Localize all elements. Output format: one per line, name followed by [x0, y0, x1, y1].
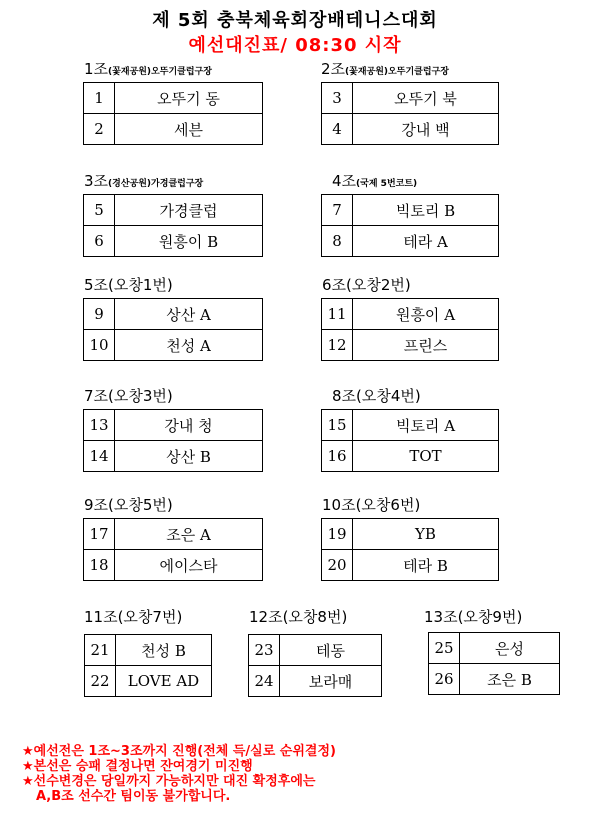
notes	[22, 744, 336, 804]
table-row	[322, 83, 499, 114]
group-label-9: 9조(오창5번)	[84, 496, 173, 514]
table-row	[84, 83, 263, 114]
table-row	[322, 519, 499, 550]
group-table-8	[321, 409, 499, 472]
team-number: 19	[322, 519, 353, 550]
table-row	[84, 550, 263, 581]
group-table-13	[428, 632, 560, 695]
team-number: 21	[85, 635, 116, 666]
table-row	[84, 410, 263, 441]
group-table-10	[321, 518, 499, 581]
team-name: 강내 청	[115, 410, 263, 441]
group-label-6: 6조(오창2번)	[322, 276, 411, 294]
team-name: 원흥이 B	[115, 226, 263, 257]
team-number: 6	[84, 226, 115, 257]
group-label-10: 10조(오창6번)	[322, 496, 421, 514]
note-line: ★선수변경은 당일까지 가능하지만 대진 확정후에는	[22, 774, 316, 789]
table-row	[85, 635, 212, 666]
group-label-7: 7조(오창3번)	[84, 387, 173, 405]
table-row	[249, 635, 382, 666]
team-name: 세븐	[115, 114, 263, 145]
team-number: 5	[84, 195, 115, 226]
team-name: 은성	[460, 633, 560, 664]
table-row	[322, 330, 499, 361]
team-name: 강내 백	[353, 114, 499, 145]
team-number: 26	[429, 664, 460, 695]
table-row	[429, 633, 560, 664]
team-number: 17	[84, 519, 115, 550]
group-table-9	[83, 518, 263, 581]
team-name: 상산 B	[115, 441, 263, 472]
team-name: 천성 A	[115, 330, 263, 361]
team-name: 조은 A	[115, 519, 263, 550]
team-name: 가경클럽	[115, 195, 263, 226]
team-name: 빅토리 A	[353, 410, 499, 441]
team-number: 20	[322, 550, 353, 581]
team-number: 9	[84, 299, 115, 330]
team-name: 보라매	[280, 666, 382, 697]
team-name: YB	[353, 519, 499, 550]
group-label-1: 1조(꽃재공원)오뚜기클럽구장	[84, 60, 212, 78]
note-line: ★본선은 승패 결정나면 잔여경기 미진행	[22, 759, 253, 774]
team-name: 테라 B	[353, 550, 499, 581]
team-name: 원흥이 A	[353, 299, 499, 330]
team-number: 10	[84, 330, 115, 361]
group-label-8: 8조(오창4번)	[332, 387, 421, 405]
team-number: 24	[249, 666, 280, 697]
team-number: 13	[84, 410, 115, 441]
team-number: 4	[322, 114, 353, 145]
group-table-2	[321, 82, 499, 145]
group-label-5: 5조(오창1번)	[84, 276, 173, 294]
table-row	[249, 666, 382, 697]
team-name: 에이스타	[115, 550, 263, 581]
table-row	[322, 550, 499, 581]
table-row	[322, 114, 499, 145]
page-subtitle: 예선대진표/ 08:30 시작	[188, 35, 402, 56]
team-number: 22	[85, 666, 116, 697]
group-label-11: 11조(오창7번)	[84, 608, 183, 626]
team-number: 3	[322, 83, 353, 114]
team-number: 25	[429, 633, 460, 664]
team-name: 빅토리 B	[353, 195, 499, 226]
team-number: 7	[322, 195, 353, 226]
team-number: 18	[84, 550, 115, 581]
group-label-4: 4조(국제 5번코트)	[332, 172, 418, 190]
team-name: LOVE AD	[116, 666, 212, 697]
group-table-5	[83, 298, 263, 361]
team-name: 천성 B	[116, 635, 212, 666]
table-row	[322, 299, 499, 330]
team-name: 오뚜기 동	[115, 83, 263, 114]
table-row	[84, 226, 263, 257]
team-number: 11	[322, 299, 353, 330]
group-table-3	[83, 194, 263, 257]
page-title: 제 5회 충북체육회장배테니스대회	[152, 10, 438, 31]
table-row	[84, 519, 263, 550]
table-row	[84, 330, 263, 361]
group-table-4	[321, 194, 499, 257]
team-name: 조은 B	[460, 664, 560, 695]
note-line: A,B조 선수간 팀이동 불가합니다.	[36, 789, 231, 804]
team-name: 프린스	[353, 330, 499, 361]
group-table-12	[248, 634, 382, 697]
table-row	[84, 441, 263, 472]
team-number: 23	[249, 635, 280, 666]
team-name: 테라 A	[353, 226, 499, 257]
team-number: 14	[84, 441, 115, 472]
table-row	[322, 410, 499, 441]
team-number: 1	[84, 83, 115, 114]
team-number: 12	[322, 330, 353, 361]
group-label-12: 12조(오창8번)	[249, 608, 348, 626]
table-row	[322, 441, 499, 472]
group-label-3: 3조(경산공원)가경클럽구장	[84, 172, 204, 190]
table-row	[84, 195, 263, 226]
team-name: 오뚜기 북	[353, 83, 499, 114]
table-row	[429, 664, 560, 695]
team-name: 상산 A	[115, 299, 263, 330]
table-row	[85, 666, 212, 697]
team-number: 15	[322, 410, 353, 441]
team-number: 16	[322, 441, 353, 472]
team-name: TOT	[353, 441, 499, 472]
group-table-1	[83, 82, 263, 145]
team-name: 테동	[280, 635, 382, 666]
team-number: 8	[322, 226, 353, 257]
table-row	[84, 114, 263, 145]
table-row	[322, 195, 499, 226]
group-label-13: 13조(오창9번)	[424, 608, 523, 626]
table-row	[84, 299, 263, 330]
group-table-11	[84, 634, 212, 697]
group-label-2: 2조(꽃재공원)오뚜기클럽구장	[321, 60, 449, 78]
note-line: ★예선전은 1조~3조까지 진행(전체 득/실로 순위결정)	[22, 744, 336, 759]
table-row	[322, 226, 499, 257]
group-table-7	[83, 409, 263, 472]
group-table-6	[321, 298, 499, 361]
team-number: 2	[84, 114, 115, 145]
